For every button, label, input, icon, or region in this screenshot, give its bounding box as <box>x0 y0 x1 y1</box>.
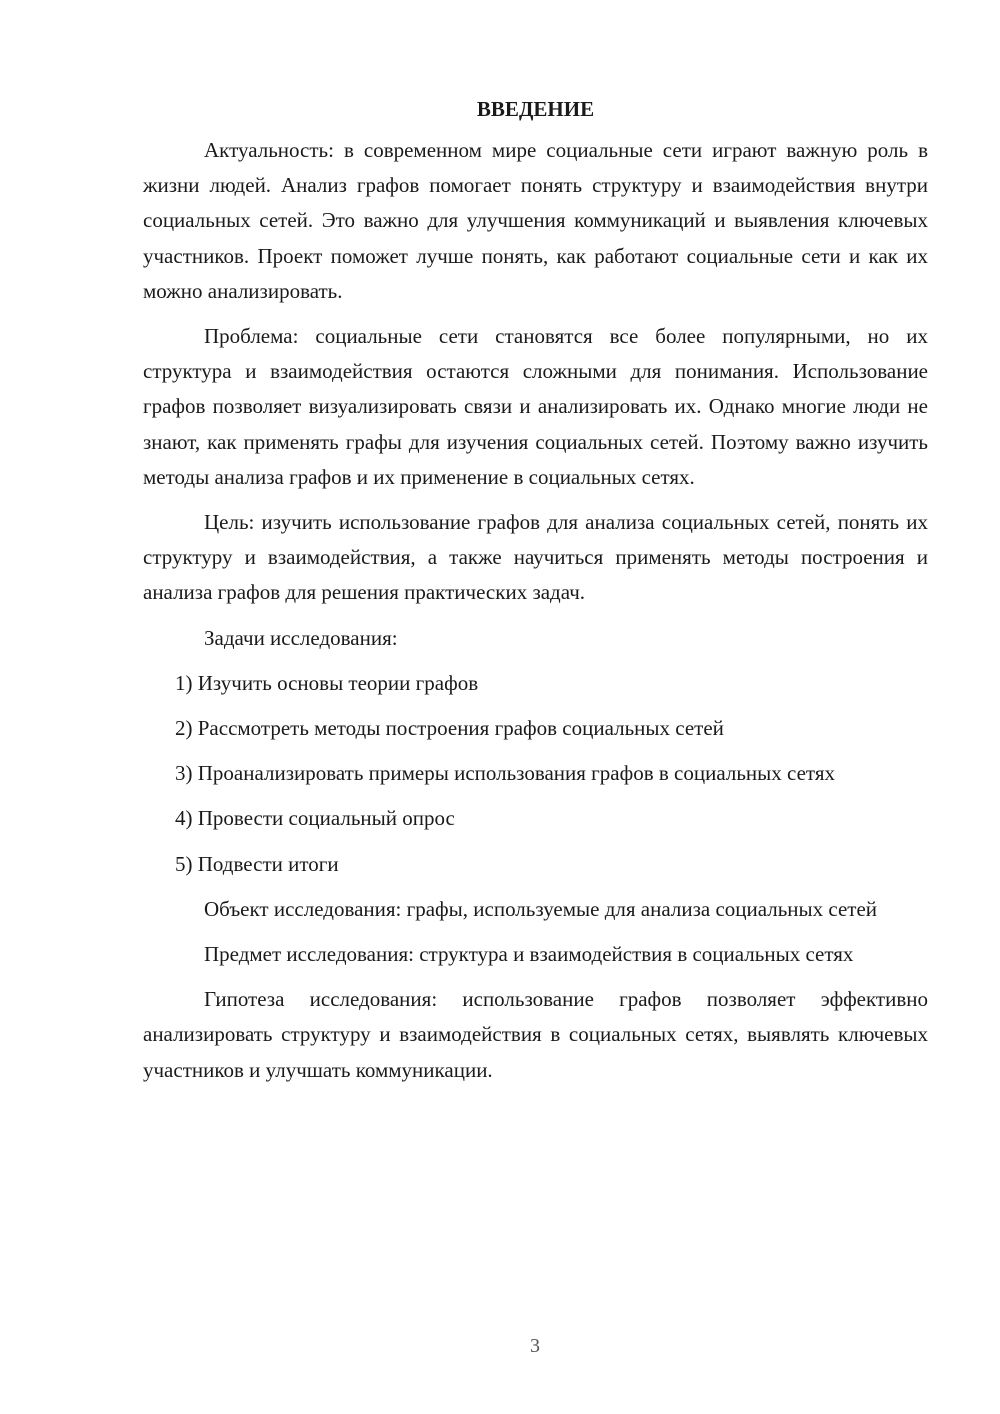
goal-paragraph: Цель: изучить использование графов для анализа социальных сетей, понять их структуру и взаимодействия, а также научиться применять методы построения и анализа графов для решения практических задач. <box>143 510 928 605</box>
subject-paragraph: Предмет исследования: структура и взаимодействия в социальных сетях <box>204 942 854 967</box>
page-number: 3 <box>530 1335 540 1357</box>
task-item-3: 3) Проанализировать примеры использования графов в социальных сетях <box>175 761 835 786</box>
task-item-2: 2) Рассмотреть методы построения графов социальных сетей <box>175 716 724 741</box>
task-item-5: 5) Подвести итоги <box>175 851 339 876</box>
task-item-4: 4) Провести социальный опрос <box>175 806 455 831</box>
hypothesis-paragraph: Гипотеза исследования: использование графов позволяет эффективно анализировать структуру и взаимодействия в социальных сетях, выявлять ключевых участников и улучшать коммуникации. <box>143 987 928 1082</box>
relevance-paragraph: Актуальность: в современном мире социальные сети играют важную роль в жизни людей. Анализ графов помогает понять структуру и взаимодействия внутри социальных сетей. Это важно для улучшения коммуникаций и выявления ключевых участников. Проект поможет лучше понять, как работают социальные сети и как их можно анализировать. <box>143 138 928 303</box>
task-item-1: 1) Изучить основы теории графов <box>175 670 479 695</box>
tasks-title: Задачи исследования: <box>204 625 398 650</box>
page-content <box>143 92 928 1098</box>
section-heading: ВВЕДЕНИЕ <box>476 97 595 121</box>
problem-paragraph: Проблема: социальные сети становятся все более популярными, но их структура и взаимодействия остаются сложными для понимания. Использование графов позволяет визуализировать связи и анализировать их. Однако многие люди не знают, как применять графы для изучения социальных сетей. Поэтому важно изучить методы анализа графов и их применение в социальных сетях. <box>143 324 928 489</box>
object-paragraph: Объект исследования: графы, используемые для анализа социальных сетей <box>204 896 878 921</box>
